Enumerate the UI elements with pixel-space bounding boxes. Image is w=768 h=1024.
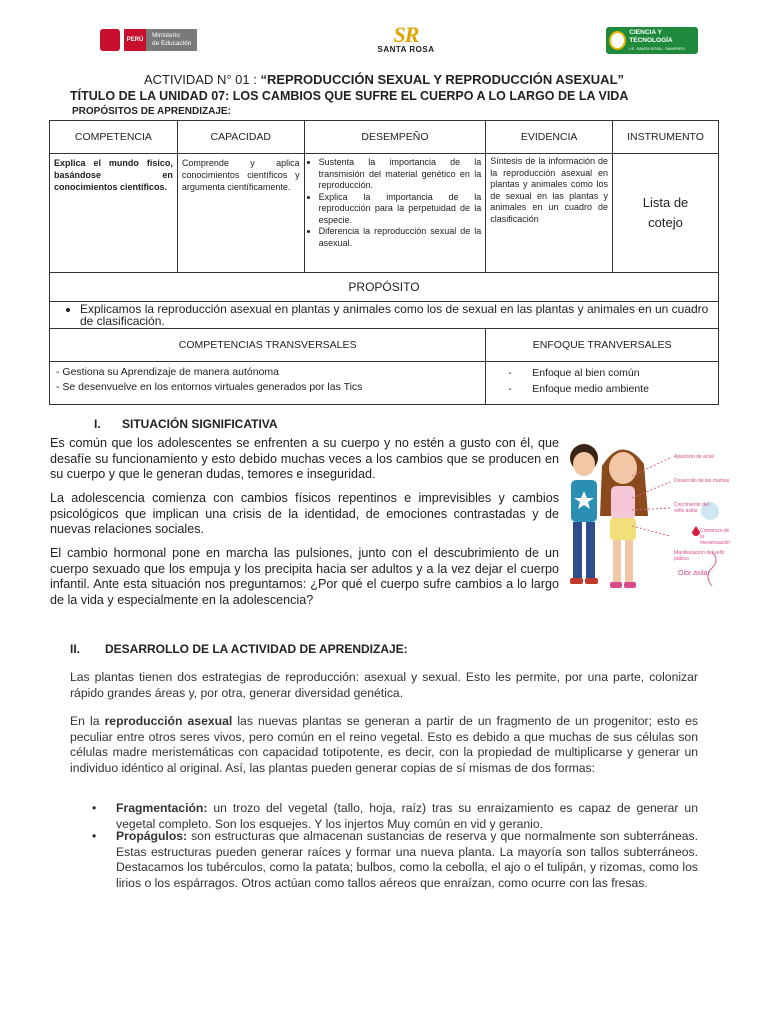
header-evidencia: EVIDENCIA: [486, 121, 613, 154]
section1-title: SITUACIÓN SIGNIFICATIVA: [122, 417, 278, 431]
school-logo-mark: SR: [393, 22, 419, 47]
section1-paragraph: La adolescencia comienza con cambios físicos repentinos e imprevisibles y cambios psicológicos que implican una crisis de la identidad, de emociones contrastadas y de nuevas relaciones sociales.: [50, 491, 559, 536]
bullet-icon: •: [92, 801, 97, 815]
school-logo-name: SANTA ROSA: [377, 45, 435, 54]
header-capacidad: CAPACIDAD: [177, 121, 304, 154]
competencia-cell: Explica el mundo físico, basándose en conocimientos científicos.: [50, 154, 178, 273]
illustration-label: Desarrollo de las mamas: [674, 478, 730, 484]
evidencia-cell: Síntesis de la información de la reproducción asexual en plantas y animales como los de sexual en las plantas y animales en un cuadro de clasificación: [486, 154, 613, 273]
enfoques-cell: - Enfoque al bien común - Enfoque medio ambiente: [486, 362, 719, 405]
illustration-label: Crecimiento del vello axilar: [674, 502, 709, 514]
competencias-cell: - Gestiona su Aprendizaje de manera autónoma - Se desenvuelve en los entornos virtuales generados por las Tics: [50, 362, 486, 405]
science-badge-sub: I.E. SANTA ROSA - SAMPERO: [629, 45, 686, 51]
science-badge-icon: [609, 31, 626, 50]
minedu-logo: [100, 26, 214, 54]
header-desempeno: DESEMPEÑO: [304, 121, 486, 154]
purposes-table: [49, 120, 719, 405]
section1-paragraph: Es común que los adolescentes se enfrenten a su cuerpo y no estén a gusto con él, que desafíe su funcionamiento y esto debido muchas veces a los cambios que se producen en su cuerpo y que le generan dudas, temores e inseguridad.: [50, 436, 559, 481]
competencia-item: Gestiona su Aprendizaje de manera autónoma: [62, 366, 279, 378]
desempeno-item: • Diferencia la reproducción sexual de la asexual.: [319, 226, 482, 249]
propagulos-item: Propágulos: son estructuras que almacenan sustancias de reserva y que normalmente son subterráneas. Estas estructuras pueden generar raíces y formar una nueva planta. La mayoría son tallos subterráneos. Destacamos los tubérculos, como la patata; bulbos, como la cebolla, el ajo o el tulipán, y rizomas, como los lirios o los espárragos. Otros actúan como tallos aéreos que enraízan, como ocurre con las fresas.: [116, 829, 698, 890]
adolescents-illustration-icon: [562, 436, 732, 606]
minedu-country: PERÚ: [124, 29, 146, 51]
peru-shield-icon: [100, 29, 120, 51]
section2-paragraph: Las plantas tienen dos estrategias de reproducción: asexual y sexual. Esto les permite, por una parte, colonizar rápido grandes áreas y, por otra, generar diversidad genética.: [70, 670, 698, 700]
unit-title: TÍTULO DE LA UNIDAD 07: LOS CAMBIOS QUE SUFRE EL CUERPO A LO LARGO DE LA VIDA: [70, 89, 629, 103]
minedu-name: Ministerio de Educación: [146, 29, 197, 51]
science-badge-title: CIENCIA Y TECNOLOGÍA: [629, 28, 673, 44]
illustration-label: Aparición de acné: [674, 454, 715, 460]
desempeno-item: • Sustenta la importancia de la transmisión del material genético en la reproducción.: [319, 157, 482, 192]
illustration-label: Olor axilar: [678, 570, 710, 577]
enfoque-item: Enfoque medio ambiente: [532, 383, 649, 395]
adolescents-illustration: [562, 436, 732, 606]
instrumento-cell: Lista de cotejo: [613, 154, 719, 273]
school-logo: [356, 22, 456, 57]
enfoque-item: Enfoque al bien común: [532, 367, 640, 379]
desempeno-cell: [304, 154, 486, 273]
enfoque-label: ENFOQUE TRANVERSALES: [486, 329, 719, 362]
proposito-text: • Explicamos la reproducción asexual en plantas y animales como los de sexual en las plantas y animales en un cuadro de clasificación.: [80, 303, 714, 327]
science-badge: [606, 27, 698, 54]
header-competencia: COMPETENCIA: [50, 121, 178, 154]
activity-title: ACTIVIDAD N° 01 : “REPRODUCCIÓN SEXUAL Y REPRODUCCIÓN ASEXUAL”: [143, 72, 625, 87]
section2-paragraph: En la reproducción asexual las nuevas plantas se generan a partir de un fragmento de un progenitor; esto es peculiar entre otros seres vivos, pero común en el reino vegetal. Esto es debido a que muchas de sus células son células madre meristemáticas con capacidad totipotente, es decir, con la propiedad de multiplicarse y generar un individuo idéntico al original. Así, las plantas pueden generar copias de sí mismas de dos formas:: [70, 714, 699, 775]
competencia-item: Se desenvuelve en los entornos virtuales generados por las Tics: [62, 381, 363, 393]
proposito-label: PROPÓSITO: [50, 273, 719, 302]
desempeno-item: • Explica la importancia de la reproducción para la perpetuidad de la especie.: [319, 192, 482, 227]
section2-title: DESARROLLO DE LA ACTIVIDAD DE APRENDIZAJE:: [105, 642, 408, 656]
illustration-label: Comienzo de la menstruación: [700, 528, 731, 546]
fragmentacion-item: Fragmentación: un trozo del vegetal (tallo, hoja, raíz) tras su enraizamiento es capaz de generar un vegetal completo. Son los esquejes. Y los injertos Muy común en vid y geranio.: [116, 801, 698, 831]
proposito-text-cell: [50, 302, 719, 329]
section2-number: II.: [70, 642, 81, 656]
purposes-heading: PROPÓSITOS DE APRENDIZAJE:: [72, 106, 231, 117]
illustration-label: Manifestación del vello púbico: [674, 550, 725, 562]
capacidad-cell: Comprende y aplica conocimientos científicos y argumenta científicamente.: [177, 154, 304, 273]
section1-paragraph: El cambio hormonal pone en marcha las pulsiones, junto con el descubrimiento de un cuerpo sexuado que los empuja y los precipita hacia ser adultos y a la vez dejar el cuerpo infantil. Ante esta situación nos preguntamos: ¿Por qué el cuerpo sufre cambios a lo largo de la vida y especialmente en la adolescencia?: [50, 546, 559, 607]
competencias-label: COMPETENCIAS TRANSVERSALES: [50, 329, 486, 362]
section1-number: I.: [94, 417, 101, 431]
bullet-icon: •: [92, 829, 97, 843]
header-instrumento: INSTRUMENTO: [613, 121, 719, 154]
